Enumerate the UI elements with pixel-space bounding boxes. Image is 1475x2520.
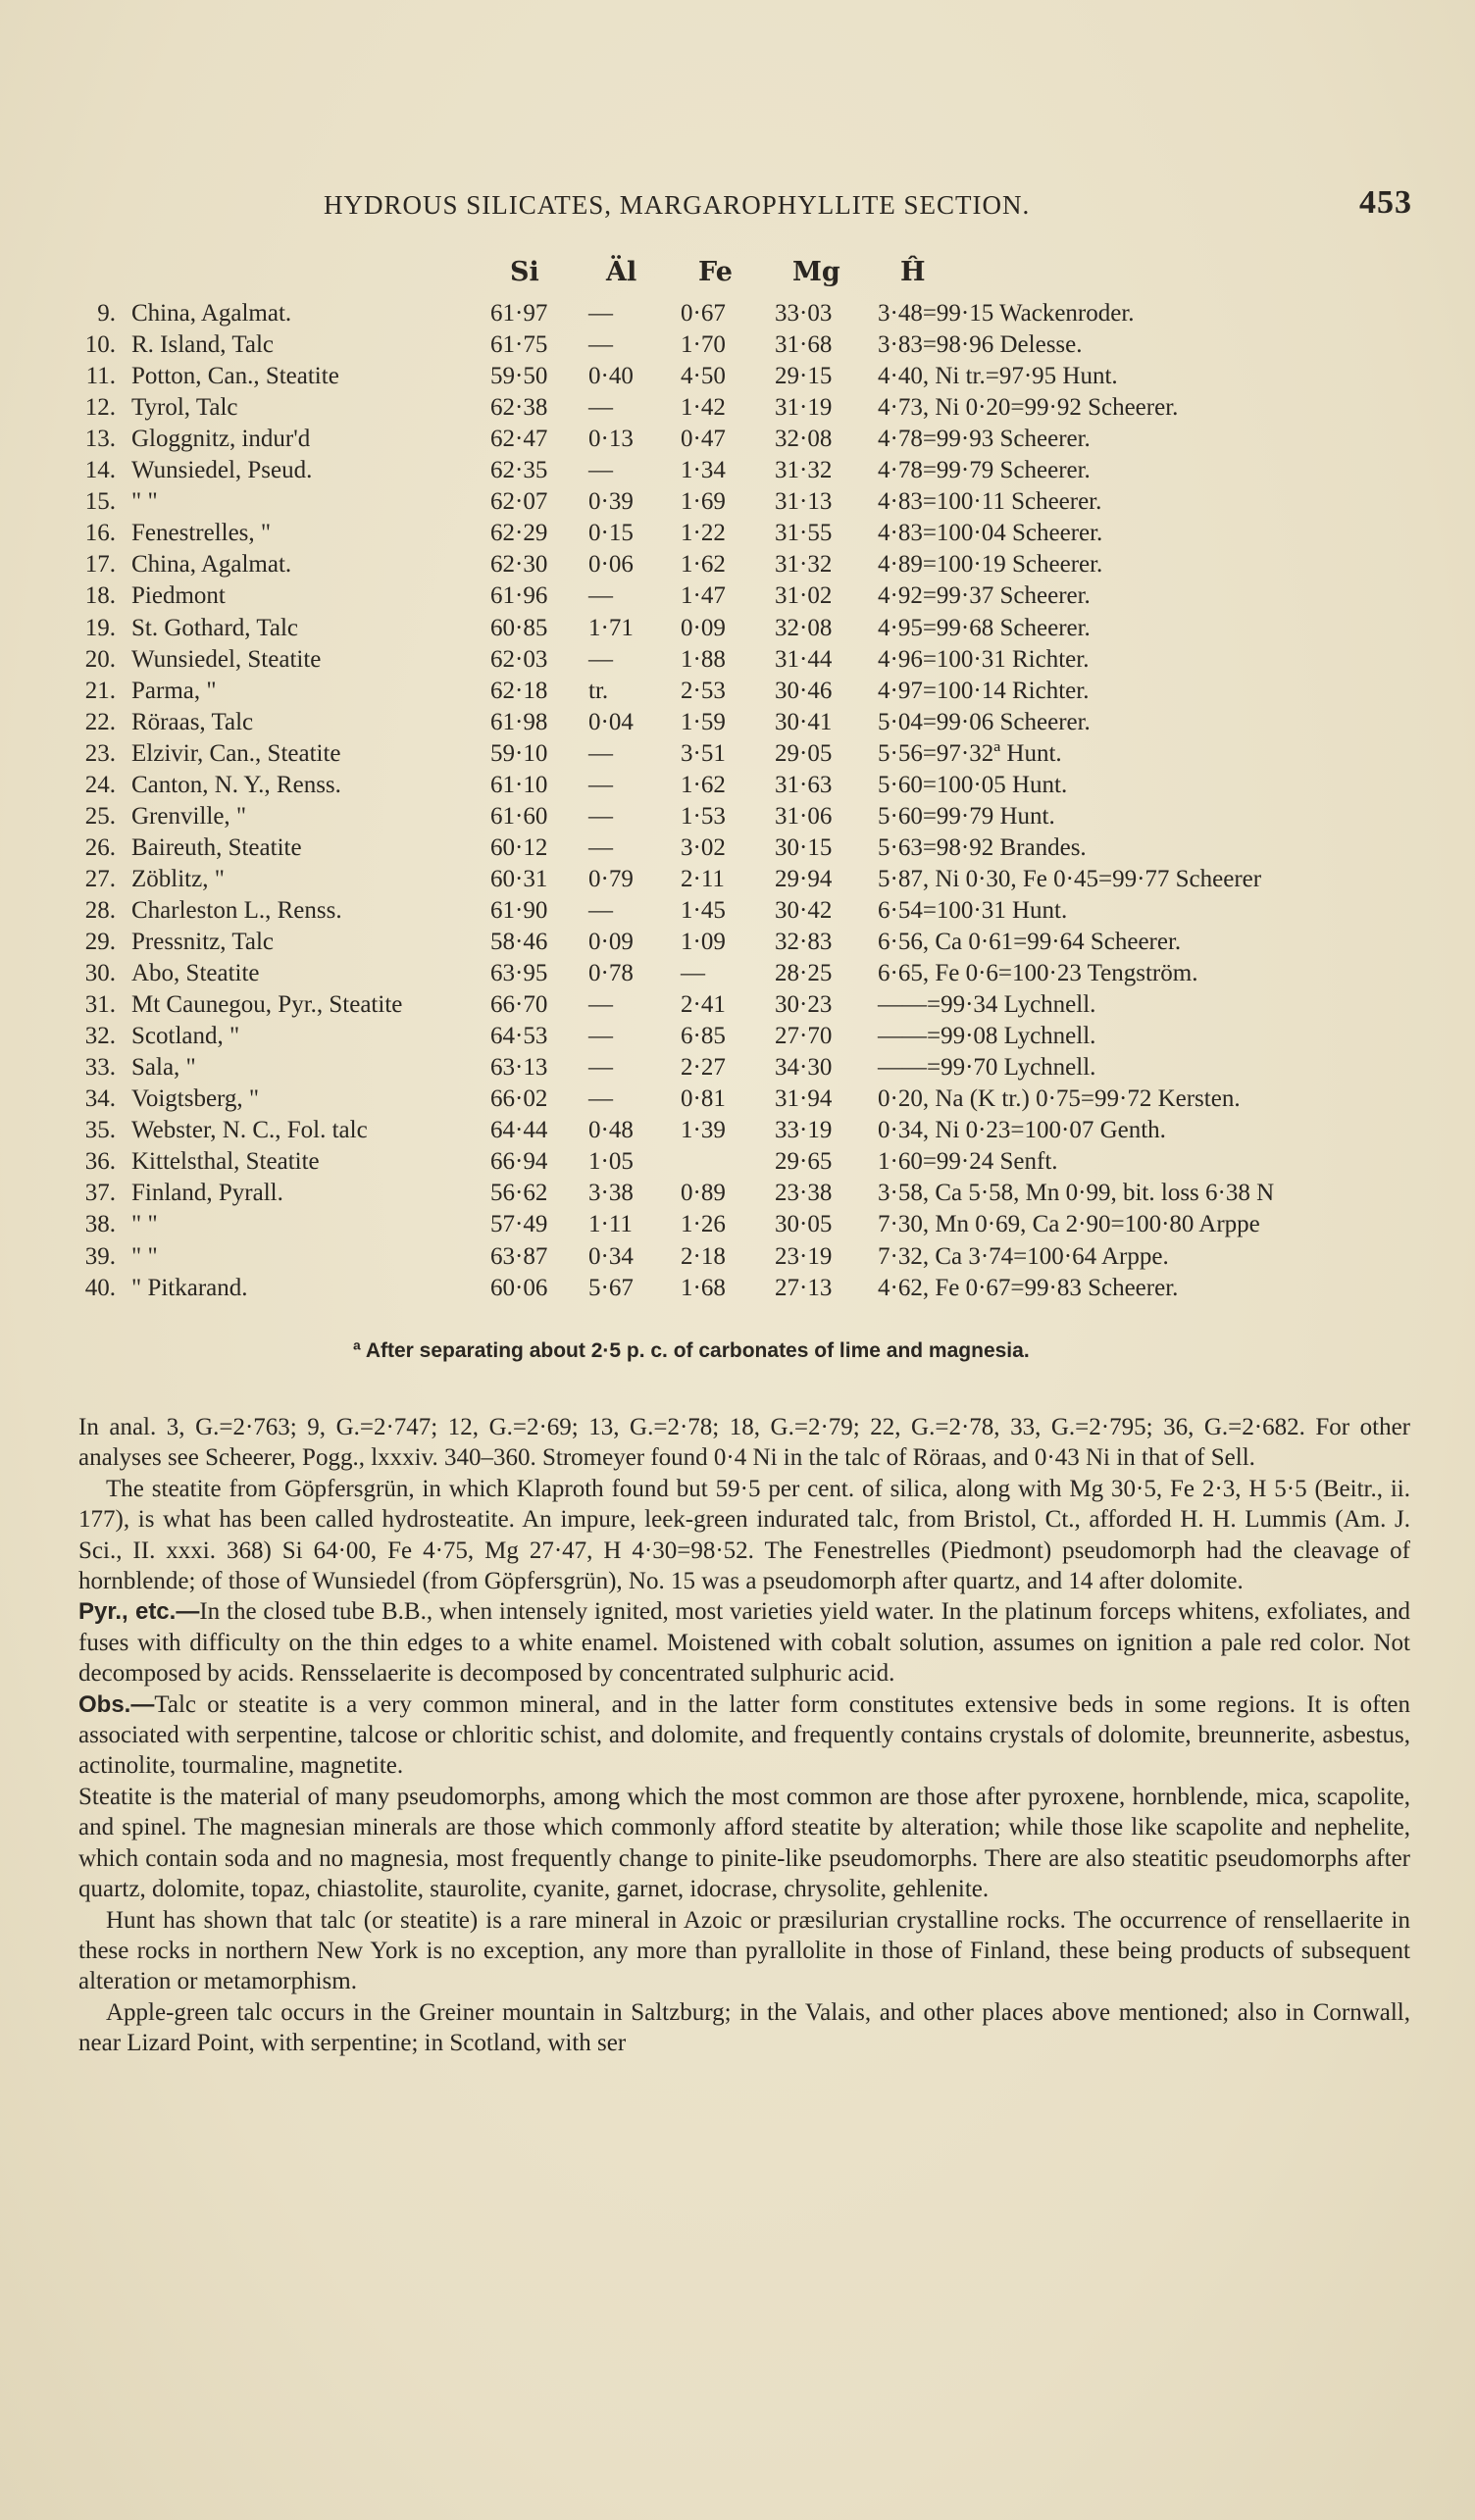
cell-num: 36. [84,1148,116,1176]
cell-h: 5·60=99·79 Hunt. [878,802,1055,830]
cell-loc: R. Island, Talc [131,331,274,359]
cell-loc: Pressnitz, Talc [131,929,274,955]
table-row [69,1275,1442,1306]
cell-h: 6·54=100·31 Hunt. [878,896,1068,924]
cell-mg: 31·32 [775,551,833,579]
cell-al: — [588,1085,613,1113]
table-row [69,709,1442,740]
cell-num: 35. [84,1117,116,1144]
col-fe: Fe [698,257,733,287]
cell-si: 62·35 [490,457,548,484]
cell-si: 63·87 [490,1242,548,1270]
running-header [324,184,1412,224]
cell-num: 23. [84,739,116,767]
cell-al: — [588,300,613,327]
table-row [69,582,1442,614]
cell-al: 0·78 [588,960,634,987]
cell-mg: 31·94 [775,1085,833,1113]
cell-si: 62·30 [490,551,548,579]
cell-fe: 2·27 [681,1054,726,1082]
cell-loc: Wunsiedel, Steatite [131,645,322,673]
cell-loc: Scotland, " [131,1023,240,1050]
cell-loc: Kittelsthal, Steatite [131,1148,320,1176]
cell-si: 64·44 [490,1117,548,1144]
table-row [69,1180,1442,1211]
cell-si: 61·96 [490,582,548,610]
table-row [69,991,1442,1023]
paragraph: In anal. 3, G.=2·763; 9, G.=2·747; 12, G.=2·69; 13, G.=2·78; 18, G.=2·79; 22, G.=2·78, 33, G.=2·795; 36, G.=2·682. For other analyses see Scheerer, Pogg., lxxxiv. 340–360. Stromeyer found 0·4 Ni in the talc of Röraas, and 0·43 Ni in that of Sell. [78,1414,1410,1472]
cell-loc: Voigtsberg, " [131,1085,260,1113]
cell-mg: 30·15 [775,833,833,861]
cell-al: — [588,896,613,924]
cell-al: 0·40 [588,363,634,390]
cell-num: 15. [84,488,116,516]
cell-num: 29. [84,929,116,955]
cell-al: 5·67 [588,1274,634,1301]
cell-al: — [588,802,613,830]
cell-h: 3·83=98·96 Delesse. [878,331,1083,359]
cell-si: 57·49 [490,1211,548,1238]
cell-al: 0·15 [588,520,634,547]
cell-fe: 1·59 [681,708,726,735]
table-row [69,1054,1442,1085]
cell-num: 22. [84,708,116,735]
cell-si: 58·46 [490,929,548,955]
table-row [69,803,1442,834]
table-row [69,488,1442,520]
table-row [69,331,1442,363]
cell-num: 18. [84,582,116,610]
cell-h: 6·65, Fe 0·6=100·23 Tengström. [878,960,1198,987]
cell-num: 24. [84,771,116,798]
cell-si: 64·53 [490,1023,548,1050]
cell-num: 16. [84,520,116,547]
cell-mg: 30·05 [775,1211,833,1238]
paragraph-obs [78,1689,1410,1782]
cell-si: 61·97 [490,300,548,327]
cell-si: 63·95 [490,960,548,987]
cell-si: 66·94 [490,1148,548,1176]
cell-loc: Fenestrelles, " [131,520,272,547]
cell-fe: 1·09 [681,929,726,955]
cell-si: 61·98 [490,708,548,735]
cell-num: 9. [97,300,116,327]
cell-h: 5·60=100·05 Hunt. [878,771,1068,798]
cell-al: 0·09 [588,929,634,955]
cell-h: 4·40, Ni tr.=97·95 Hunt. [878,363,1118,390]
cell-num: 12. [84,394,116,422]
cell-num: 40. [84,1274,116,1301]
cell-mg: 23·19 [775,1242,833,1270]
cell-mg: 32·83 [775,929,833,955]
cell-fe: 1·53 [681,802,726,830]
cell-loc: " " [131,1242,158,1270]
table-row [69,426,1442,457]
table-row [69,834,1442,866]
cell-si: 56·62 [490,1180,548,1207]
cell-h: 3·48=99·15 Wackenroder. [878,300,1135,327]
cell-mg: 29·15 [775,363,833,390]
cell-fe: 1·70 [681,331,726,359]
cell-mg: 33·19 [775,1117,833,1144]
cell-si: 62·38 [490,394,548,422]
cell-al: 1·05 [588,1148,634,1176]
cell-h: 4·73, Ni 0·20=99·92 Scheerer. [878,394,1179,422]
cell-fe: 0·09 [681,614,726,641]
cell-al: — [588,833,613,861]
table-row [69,1085,1442,1117]
cell-al: — [588,394,613,422]
paragraph: Steatite is the material of many pseudomorphs, among which the most common are those after pyroxene, hornblende, mica, scapolite, and spinel. The magnesian minerals are those which commonly afford steatite by alteration; while those like scapolite and nephelite, which contain soda and no magnesia, most frequently change to pinite-like pseudomorphs. There are also steatitic pseudomorphs after quartz, dolomite, topaz, chiastolite, staurolite, cyanite, garnet, idocrase, chrysolite, gehlenite. [78,1783,1410,1903]
table-row [69,960,1442,991]
cell-al: 0·48 [588,1117,634,1144]
cell-loc: Zöblitz, " [131,865,225,892]
obs-text: Talc or steatite is a very common mineral, and in the latter form constitutes extensive beds in some regions. It is often associated with serpentine, talcose or chloritic schist, and dolomite, and frequently contains crystals of dolomite, breunnerite, asbestus, actinolite, tourmaline, magnetite. [78,1690,1410,1780]
cell-fe: 0·81 [681,1085,726,1113]
table-row [69,646,1442,678]
cell-mg: 31·13 [775,488,833,516]
cell-mg: 29·05 [775,739,833,767]
cell-h: 4·62, Fe 0·67=99·83 Scheerer. [878,1274,1179,1301]
cell-si: 61·60 [490,802,548,830]
cell-loc: St. Gothard, Talc [131,614,298,641]
table-row [69,551,1442,582]
cell-mg: 34·30 [775,1054,833,1082]
cell-si: 62·07 [490,488,548,516]
col-mg: Mg [792,257,840,287]
cell-al: — [588,645,613,673]
cell-h: 7·32, Ca 3·74=100·64 Arppe. [878,1242,1169,1270]
cell-fe: 1·62 [681,771,726,798]
cell-al: — [588,739,613,767]
obs-label: Obs.— [78,1690,155,1718]
cell-si: 60·06 [490,1274,548,1301]
cell-loc: Potton, Can., Steatite [131,363,339,390]
cell-mg: 30·42 [775,896,833,924]
cell-si: 61·10 [490,771,548,798]
cell-num: 28. [84,896,116,924]
table-row [69,929,1442,960]
cell-loc: Wunsiedel, Pseud. [131,457,313,484]
cell-fe: 4·50 [681,363,726,390]
cell-mg: 32·08 [775,426,833,453]
cell-si: 66·70 [490,991,548,1019]
cell-num: 17. [84,551,116,579]
cell-loc: Baireuth, Steatite [131,833,302,861]
cell-loc: Canton, N. Y., Renss. [131,771,341,798]
cell-h: 0·34, Ni 0·23=100·07 Genth. [878,1117,1166,1144]
cell-si: 62·29 [490,520,548,547]
cell-h: 1·60=99·24 Senft. [878,1148,1058,1176]
cell-al: 3·38 [588,1180,634,1207]
cell-loc: Tyrol, Talc [131,394,238,422]
cell-fe: 0·89 [681,1180,726,1207]
table-footnote: ª After separating about 2·5 p. c. of carbonates of lime and magnesia. [353,1339,1030,1362]
cell-al: 1·11 [588,1211,633,1238]
cell-h: 7·30, Mn 0·69, Ca 2·90=100·80 Arppe [878,1211,1260,1238]
cell-h: 4·83=100·11 Scheerer. [878,488,1102,516]
cell-mg: 33·03 [775,300,833,327]
cell-al: — [588,457,613,484]
cell-fe: 1·68 [681,1274,726,1301]
cell-al: — [588,331,613,359]
cell-num: 19. [84,614,116,641]
cell-al: 0·13 [588,426,634,453]
cell-num: 30. [84,960,116,987]
table-row [69,1243,1442,1275]
cell-loc: " " [131,1211,158,1238]
cell-h: ——=99·08 Lychnell. [878,1023,1096,1050]
cell-si: 62·03 [490,645,548,673]
cell-num: 20. [84,645,116,673]
table-row [69,740,1442,772]
paragraph-pyr [78,1596,1410,1688]
cell-num: 32. [84,1023,116,1050]
cell-mg: 29·65 [775,1148,833,1176]
cell-al: tr. [588,677,609,704]
cell-h: 4·95=99·68 Scheerer. [878,614,1091,641]
cell-num: 25. [84,802,116,830]
table-row [69,394,1442,426]
cell-fe: 1·42 [681,394,726,422]
cell-mg: 31·32 [775,457,833,484]
cell-fe: 3·51 [681,739,726,767]
cell-h: ——=99·70 Lychnell. [878,1054,1096,1082]
cell-num: 27. [84,865,116,892]
cell-mg: 31·06 [775,802,833,830]
cell-fe: 3·02 [681,833,726,861]
cell-al: 0·79 [588,865,634,892]
cell-fe: — [681,960,705,987]
cell-loc: China, Agalmat. [131,551,292,579]
cell-loc: Parma, " [131,677,217,704]
cell-h: ——=99·34 Lychnell. [878,991,1096,1019]
paragraph: The steatite from Göpfersgrün, in which Klaproth found but 59·5 per cent. of silica, along with Mg 30·5, Fe 2·3, H 5·5 (Beitr., ii. 177), is what has been called hydrosteatite. An impure, leek-green indurated talc, from Bristol, Ct., afforded H. H. Lummis (Am. J. Sci., II. xxxi. 368) Si 64·00, Fe 4·75, Mg 27·47, H 4·30=98·52. The Fenestrelles (Piedmont) pseudomorph had the cleavage of hornblende; of those of Wunsiedel (from Göpfersgrün), No. 15 was a pseudomorph after quartz, and 14 after dolomite. [78,1475,1410,1595]
cell-h: 4·96=100·31 Richter. [878,645,1090,673]
cell-mg: 28·25 [775,960,833,987]
cell-h: 4·97=100·14 Richter. [878,677,1090,704]
cell-num: 11. [85,363,116,390]
cell-mg: 31·02 [775,582,833,610]
cell-loc: Röraas, Talc [131,708,254,735]
table-row [69,520,1442,551]
cell-h: 6·56, Ca 0·61=99·64 Scheerer. [878,929,1182,955]
cell-h: 5·63=98·92 Brandes. [878,833,1087,861]
cell-loc: Elzivir, Can., Steatite [131,739,341,767]
cell-num: 13. [84,426,116,453]
pyr-text: In the closed tube B.B., when intensely ignited, most varieties yield water. In the platinum forceps whitens, exfoliates, and fuses with difficulty on the thin edges to a white enamel. Moistened with cobalt solution, assumes on ignition a pale red color. Not decomposed by acids. Rensselaerite is decomposed by concentrated sulphuric acid. [78,1598,1410,1688]
cell-loc: China, Agalmat. [131,300,292,327]
cell-fe: 0·47 [681,426,726,453]
cell-h: 5·87, Ni 0·30, Fe 0·45=99·77 Scheerer [878,865,1262,892]
cell-mg: 27·70 [775,1023,833,1050]
cell-h: 0·20, Na (K tr.) 0·75=99·72 Kersten. [878,1085,1241,1113]
paragraph: Apple-green talc occurs in the Greiner mountain in Saltzburg; in the Valais, and other places above mentioned; also in Cornwall, near Lizard Point, with serpentine; in Scotland, with ser [78,1998,1410,2057]
cell-fe: 2·11 [681,865,725,892]
cell-si: 59·10 [490,739,548,767]
table-row [69,678,1442,709]
cell-al: 0·04 [588,708,634,735]
cell-fe: 2·53 [681,677,726,704]
cell-num: 38. [84,1211,116,1238]
cell-num: 21. [84,677,116,704]
cell-fe: 1·62 [681,551,726,579]
cell-fe: 1·88 [681,645,726,673]
cell-mg: 30·23 [775,991,833,1019]
cell-si: 61·75 [490,331,548,359]
cell-fe: 1·69 [681,488,726,516]
cell-al: 0·39 [588,488,634,516]
cell-si: 63·13 [490,1054,548,1082]
table-row [69,1023,1442,1054]
cell-loc: Abo, Steatite [131,960,260,987]
cell-loc: " " [131,488,158,516]
cell-al: 0·34 [588,1242,634,1270]
cell-fe: 2·18 [681,1242,726,1270]
cell-h: 5·04=99·06 Scheerer. [878,708,1091,735]
cell-mg: 30·46 [775,677,833,704]
cell-num: 31. [84,991,116,1019]
col-h: Ĥ [900,257,926,287]
cell-si: 60·85 [490,614,548,641]
cell-fe: 1·22 [681,520,726,547]
cell-h: 4·92=99·37 Scheerer. [878,582,1091,610]
cell-mg: 32·08 [775,614,833,641]
page-number: 453 [1359,184,1412,221]
cell-num: 14. [84,457,116,484]
cell-num: 37. [84,1180,116,1207]
cell-si: 61·90 [490,896,548,924]
cell-fe: 2·41 [681,991,726,1019]
cell-loc: Piedmont [131,582,226,610]
table-row [69,363,1442,394]
table-row [69,1117,1442,1148]
cell-fe: 1·47 [681,582,726,610]
body-text [78,1412,1410,2059]
cell-h: 4·78=99·93 Scheerer. [878,426,1091,453]
table-row [69,615,1442,646]
table-row [69,772,1442,803]
cell-num: 10. [84,331,116,359]
paragraph: Hunt has shown that talc (or steatite) is a rare mineral in Azoic or præsilurian crystalline rocks. The occurrence of rensellaerite in these rocks in northern New York is no exception, any more than pyrallolite in those of Finland, these being products of subsequent alteration or metamorphism. [78,1906,1410,1995]
cell-al: — [588,991,613,1019]
cell-al: — [588,771,613,798]
cell-loc: Finland, Pyrall. [131,1180,283,1207]
cell-mg: 27·13 [775,1274,833,1301]
cell-h: 4·89=100·19 Scheerer. [878,551,1103,579]
cell-h: 4·83=100·04 Scheerer. [878,520,1103,547]
cell-loc: Mt Caunegou, Pyr., Steatite [131,991,403,1019]
cell-fe: 1·26 [681,1211,726,1238]
cell-loc: Charleston L., Renss. [131,896,342,924]
cell-fe: 0·67 [681,300,726,327]
cell-loc: Gloggnitz, indur'd [131,426,311,453]
cell-si: 62·47 [490,426,548,453]
cell-h: 3·58, Ca 5·58, Mn 0·99, bit. loss 6·38 N [878,1180,1275,1207]
cell-fe: 1·39 [681,1117,726,1144]
cell-al: — [588,1054,613,1082]
cell-si: 66·02 [490,1085,548,1113]
cell-num: 26. [84,833,116,861]
table-row [69,866,1442,897]
cell-mg: 23·38 [775,1180,833,1207]
cell-mg: 31·44 [775,645,833,673]
cell-al: 0·06 [588,551,634,579]
cell-loc: Sala, " [131,1054,196,1082]
cell-al: — [588,1023,613,1050]
cell-fe: 1·34 [681,457,726,484]
table-row [69,1211,1442,1242]
col-al: Äl [606,257,637,287]
cell-si: 59·50 [490,363,548,390]
table-row [69,1148,1442,1180]
cell-loc: Grenville, " [131,802,247,830]
cell-fe: 6·85 [681,1023,726,1050]
cell-num: 33. [84,1054,116,1082]
cell-mg: 30·41 [775,708,833,735]
header-title: HYDROUS SILICATES, MARGAROPHYLLITE SECTION. [324,190,1031,220]
table-row [69,897,1442,929]
cell-mg: 31·19 [775,394,833,422]
cell-al: 1·71 [588,614,634,641]
cell-loc: Webster, N. C., Fol. talc [131,1117,368,1144]
cell-h: 5·56=97·32ª Hunt. [878,739,1062,767]
cell-mg: 31·55 [775,520,833,547]
cell-num: 39. [84,1242,116,1270]
cell-h: 4·78=99·79 Scheerer. [878,457,1091,484]
cell-si: 60·12 [490,833,548,861]
cell-mg: 29·94 [775,865,833,892]
cell-si: 60·31 [490,865,548,892]
cell-mg: 31·63 [775,771,833,798]
cell-loc: " Pitkarand. [131,1274,248,1301]
cell-num: 34. [84,1085,116,1113]
cell-si: 62·18 [490,677,548,704]
cell-mg: 31·68 [775,331,833,359]
col-si: Si [510,257,539,287]
cell-fe: 1·45 [681,896,726,924]
table-row [69,457,1442,488]
cell-al: — [588,582,613,610]
pyr-label: Pyr., etc.— [78,1598,200,1626]
table-row [69,300,1442,331]
